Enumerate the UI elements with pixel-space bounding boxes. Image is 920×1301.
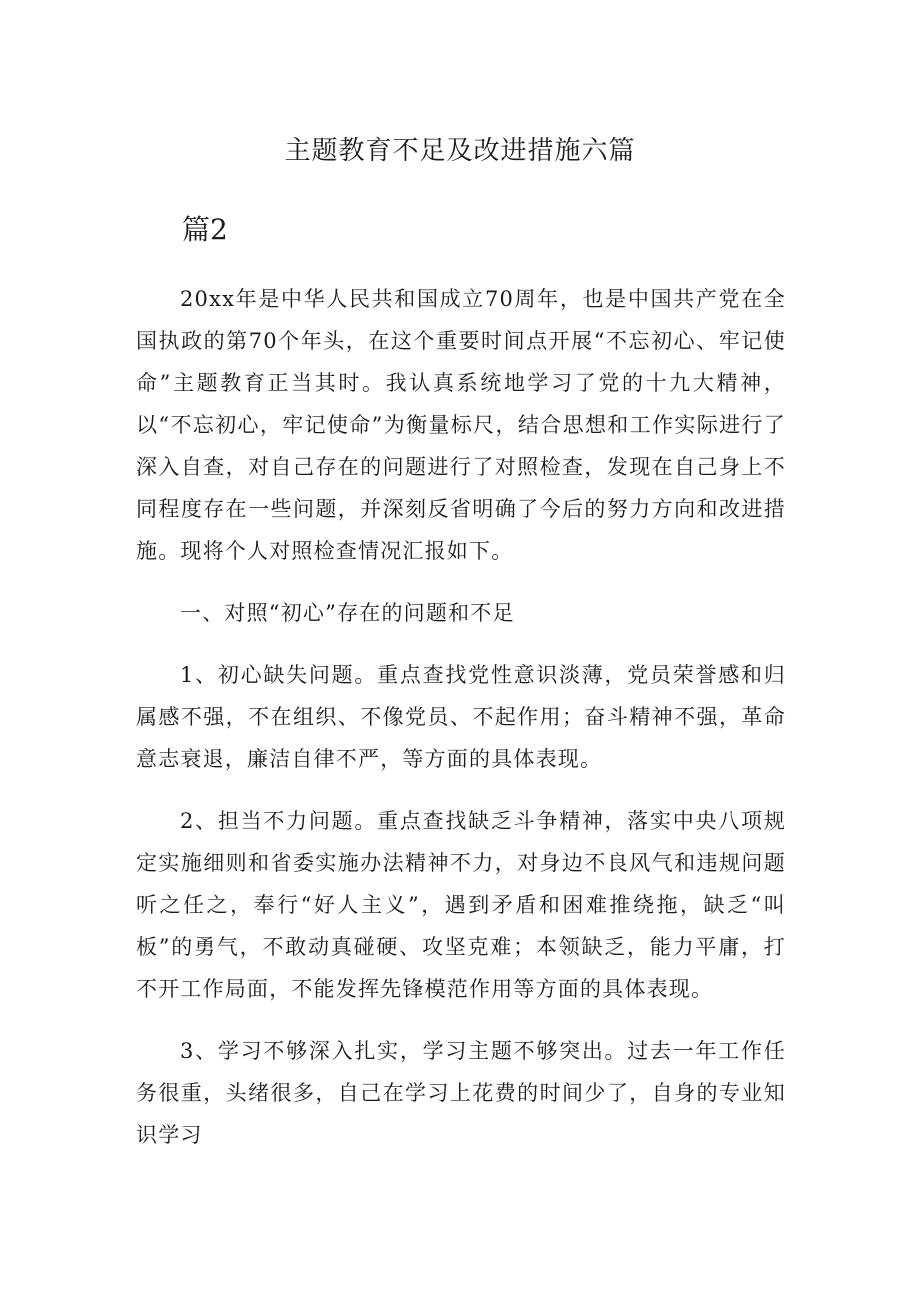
- paragraph-item-2: 2、担当不力问题。重点查找缺乏斗争精神，落实中央八项规定实施细则和省委实施办法精神不力，对身边不良风气和违规问题听之任之，奉行“好人主义”，遇到矛盾和困难推绕拖，缺乏“叫板”的勇气，不敢动真碰硬、攻坚克难；本领缺乏，能力平庸，打不开工作局面，不能发挥先锋模范作用等方面的具体表现。: [136, 809, 786, 1001]
- paragraph-intro: 20xx年是中华人民共和国成立70周年，也是中国共产党在全国执政的第70个年头，在这个重要时间点开展“不忘初心、牢记使命”主题教育正当其时。我认真系统地学习了党的十九大精神，以“不忘初心，牢记使命”为衡量标尺，结合思想和工作实际进行了深入自查，对自己存在的问题进行了对照检查，发现在自己身上不同程度存在一些问题，并深刻反省明确了今后的努力方向和改进措施。现将个人对照检查情况汇报如下。: [136, 287, 786, 563]
- paragraph-item-1: 1、初心缺失问题。重点查找党性意识淡薄，党员荣誉感和归属感不强，不在组织、不像党员、不起作用；奋斗精神不强，革命意志衰退，廉洁自律不严，等方面的具体表现。: [136, 663, 786, 771]
- section-heading: 一、对照“初心”存在的问题和不足: [180, 601, 515, 625]
- section-label: 篇2: [182, 213, 228, 246]
- document-title: 主题教育不足及改进措施六篇: [284, 136, 636, 166]
- document-body: [136, 278, 786, 1156]
- paragraph-item-3: 3、学习不够深入扎实，学习主题不够突出。过去一年工作任务很重，头绪很多，自己在学习上花费的时间少了，自身的专业知识学习: [136, 1039, 786, 1147]
